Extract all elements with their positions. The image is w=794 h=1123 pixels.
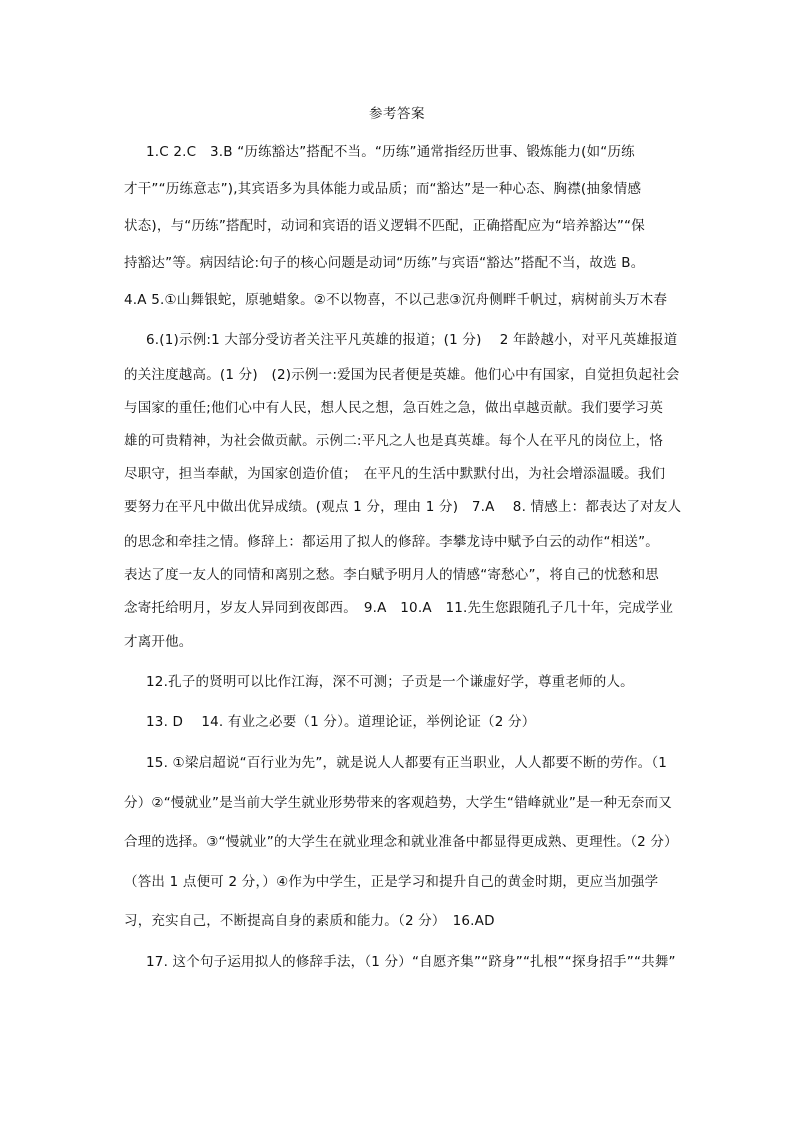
answer-line: 状态)，与“历练”搭配时，动词和宾语的语义逻辑不匹配，正确搭配应为“培养豁达”“保	[124, 218, 645, 234]
answer-line: 合理的选择。③“慢就业”的大学生在就业理念和就业准备中都显得更成熟、更理性。（2 分）	[124, 834, 678, 850]
answer-line: 持豁达”等。病因结论:句子的核心问题是动词“历练”与宾语“豁达”搭配不当，故选 B。	[124, 255, 645, 271]
answer-line: 要努力在平凡中做出优异成绩。(观点 1 分，理由 1 分) 7.A 8. 情感上：都表达了对友人	[124, 499, 682, 515]
answer-line: 雄的可贵精神，为社会做贡献。示例二:平凡之人也是真英雄。每个人在平凡的岗位上，恪	[124, 433, 664, 449]
answer-line: 表达了度一友人的同情和离别之愁。李白赋予明月人的情感“寄愁心”，将自己的忧愁和思	[124, 567, 659, 583]
answer-line: 17. 这个句子运用拟人的修辞手法，（1 分）“自愿齐集”“跻身”“扎根”“探身招手”“共舞”	[146, 954, 676, 970]
answer-line: 1.C 2.C 3.B “历练豁达”搭配不当。“历练”通常指经历世事、锻炼能力(如“历练	[146, 144, 635, 160]
answer-line: 15. ①梁启超说“百行业为先”，就是说人人都要有正当职业，人人都要不断的劳作。（1	[146, 755, 668, 771]
answer-line: （答出 1 点便可 2 分，）④作为中学生，正是学习和提升自己的黄金时期，更应当加强学	[124, 874, 659, 890]
answer-line: 习，充实自己，不断提高自身的素质和能力。（2 分） 16.AD	[124, 913, 495, 929]
answer-line: 13. D 14. 有业之必要（1 分）。道理论证，举例论证（2 分）	[146, 714, 536, 730]
answer-line: 6.(1)示例:1 大部分受访者关注平凡英雄的报道；(1 分) 2 年龄越小，对平凡英雄报道	[146, 332, 678, 348]
answer-line: 才离开他。	[124, 634, 193, 650]
answer-line: 念寄托给明月，岁友人异同到夜郎西。 9.A 10.A 11.先生您跟随孔子几十年，完成学业	[124, 600, 674, 616]
page-title: 参考答案	[369, 106, 425, 122]
answer-line: 的关注度越高。(1 分) (2)示例一:爱国为民者便是英雄。他们心中有国家，自觉担负起社会	[124, 367, 680, 383]
answer-line: 分）②“慢就业”是当前大学生就业形势带来的客观趋势，大学生“错峰就业”是一种无奈而又	[124, 795, 672, 811]
answer-line: 12.孔子的贤明可以比作江海，深不可测；子贡是一个谦虚好学，尊重老师的人。	[146, 674, 634, 690]
answer-line: 才干”“历练意志”),其宾语多为具体能力或品质；而“豁达”是一种心态、胸襟(抽象情感	[124, 181, 642, 197]
answer-line: 的思念和牵挂之情。修辞上：都运用了拟人的修辞。李攀龙诗中赋予白云的动作“相送”。	[124, 534, 659, 550]
answer-line: 4.A 5.①山舞银蛇，原驰蜡象。②不以物喜，不以己悲③沉舟侧畔千帆过，病树前头万木春	[124, 292, 668, 308]
answer-line: 与国家的重任;他们心中有人民，想人民之想，急百姓之急，做出卓越贡献。我们要学习英	[124, 400, 664, 416]
answer-line: 尽职守，担当奉献，为国家创造价值； 在平凡的生活中默默付出，为社会增添温暖。我们	[124, 466, 666, 482]
